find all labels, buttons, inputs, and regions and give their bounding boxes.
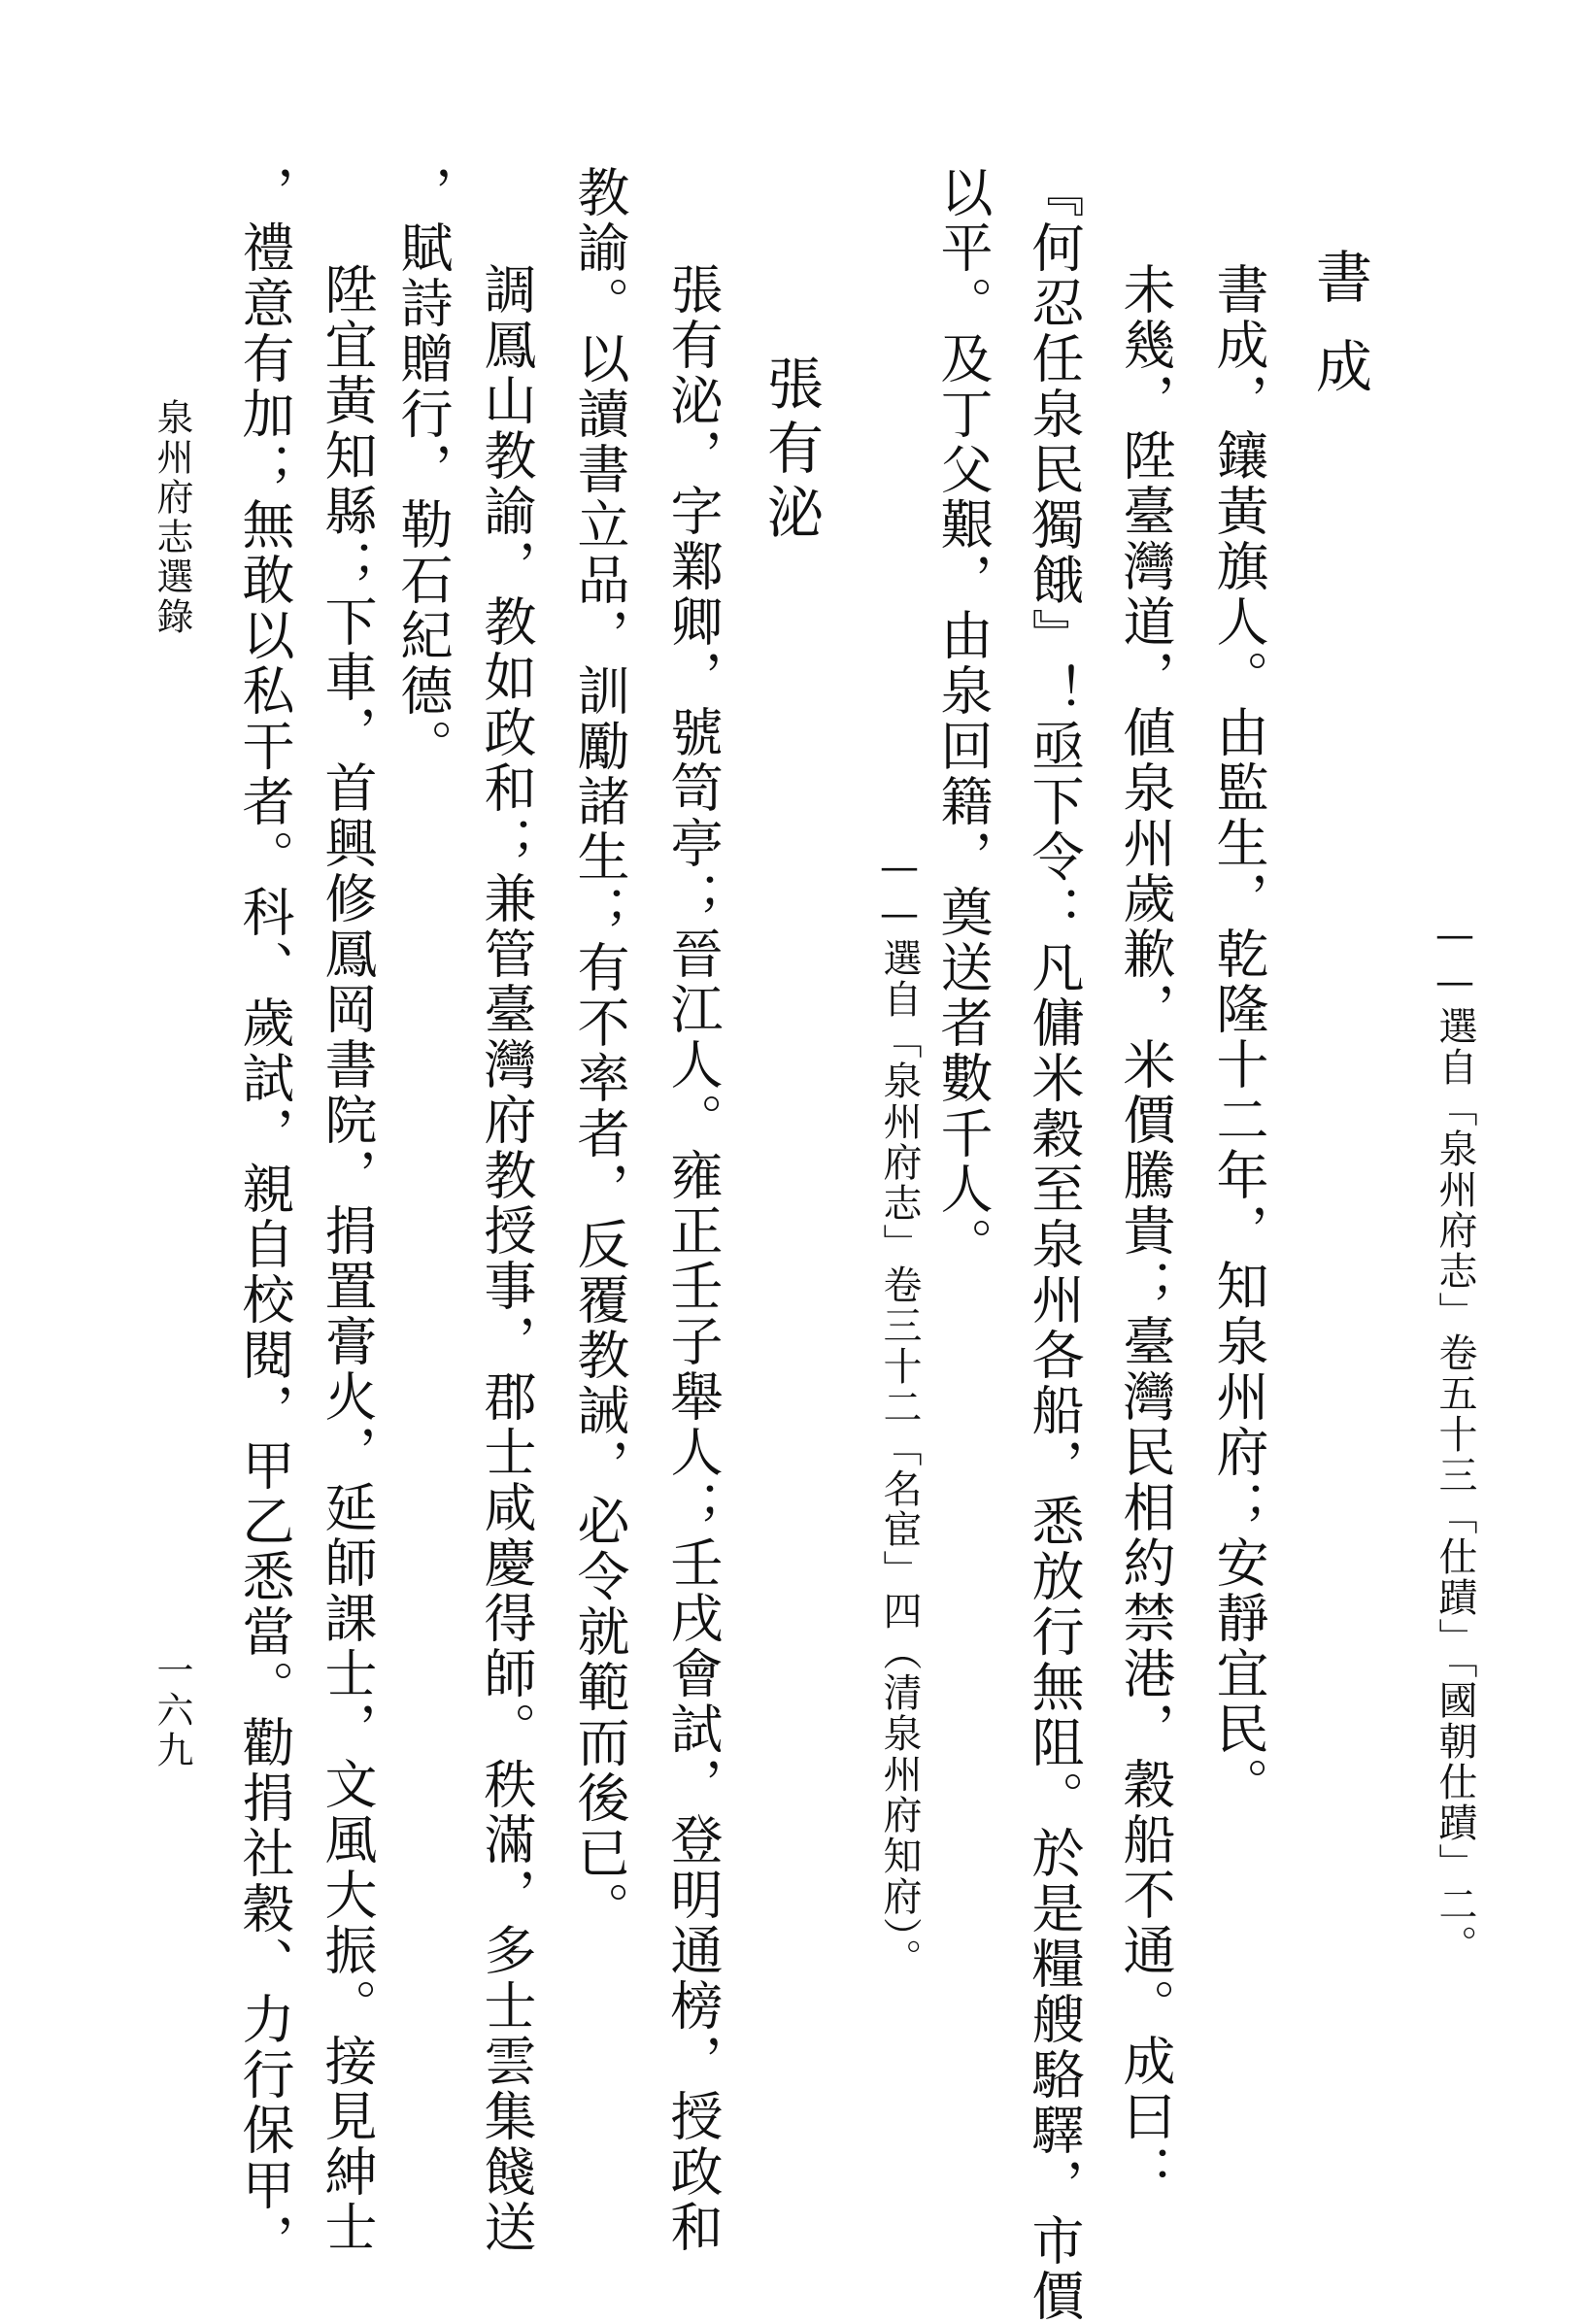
source-citation-section1: ——選自「泉州府志」卷三十二「名宦」四（清泉州府知府）。 — [877, 845, 922, 1979]
body-line: 張有泌，字鄴卿，號笥亭；晉江人。雍正壬子舉人；壬戌會試，登明通榜，授政和 — [662, 262, 724, 2255]
section-title-shucheng: 書成 — [1306, 248, 1372, 426]
body-line: 陞宜黃知縣；下車，首興修鳳岡書院，捐置膏火，延師課士，文風大振。接見紳士 — [317, 262, 378, 2255]
body-line: ，禮意有加；無敢以私干者。科、歲試，親自校閱，甲乙悉當。勸捐社穀、力行保甲， — [234, 165, 295, 2269]
body-line: 『何忍任泉民獨餓』！亟下令：凡傭米穀至泉州各船，悉放行無阻。於是糧艘駱驛，市價 — [1024, 165, 1085, 2324]
body-line: 書成，鑲黃旗人。由監生，乾隆十二年，知泉州府；安靜宜民。 — [1208, 262, 1269, 1812]
source-citation-top: ——選自「泉州府志」卷五十三「仕蹟」「國朝仕蹟」二。 — [1433, 913, 1477, 1966]
body-line: ，賦詩贈行，勒石紀德。 — [392, 165, 454, 774]
body-line: 未幾，陞臺灣道，値泉州歲歉，米價騰貴；臺灣民相約禁港，穀船不通。成曰： — [1115, 262, 1176, 2200]
body-line: 以平。及丁父艱，由泉回籍，奠送者數千人。 — [932, 165, 994, 1272]
body-line: 教諭。以讀書立品，訓勵諸生；有不率者，反覆教誡，必令就範而後已。 — [569, 165, 630, 1937]
body-line: 調鳳山教諭，教如政和；兼管臺灣府教授事，郡士咸慶得師。秩滿，多士雲集餞送 — [476, 262, 537, 2255]
page-number: 一六九 — [151, 1651, 193, 1770]
section-title-zhangyoubi: 張有泌 — [758, 354, 824, 547]
book-title-footer: 泉州府志選錄 — [151, 398, 193, 637]
